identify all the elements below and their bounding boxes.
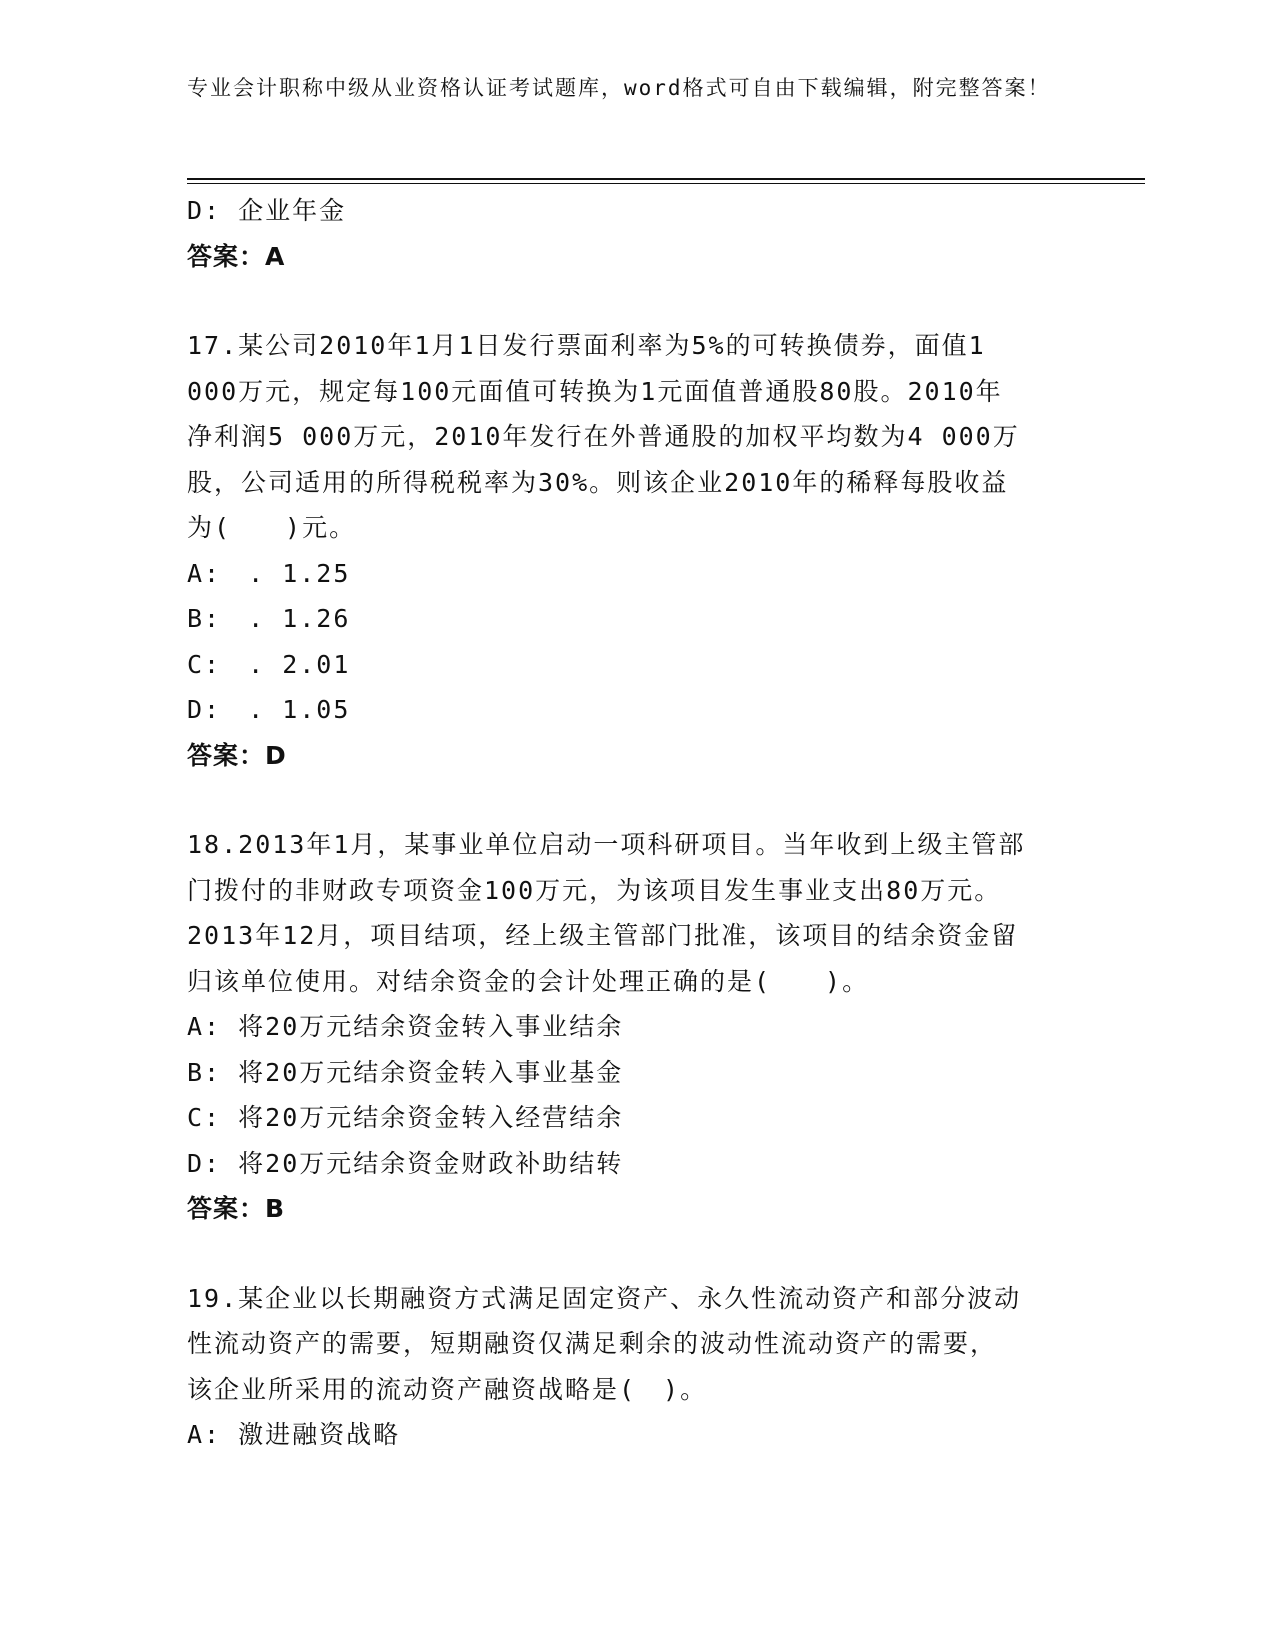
answer: 答案：D	[187, 740, 287, 770]
question-text-line: 17.某公司2010年1月1日发行票面利率为5%的可转换债券，面值1	[187, 331, 986, 360]
question-text-line: 为( )元。	[187, 513, 357, 542]
question-text-line: 该企业所采用的流动资产融资战略是( )。	[187, 1374, 708, 1404]
question-text-line: 门拨付的非财政专项资金100万元，为该项目发生事业支出80万元。	[187, 875, 1002, 905]
option-c: C: . 2.01	[187, 649, 351, 679]
document-body	[187, 188, 1087, 1458]
option-b: B: . 1.26	[187, 604, 351, 633]
question-text-line: 2013年12月，项目结项，经上级主管部门批准，该项目的结余资金留	[187, 921, 1019, 950]
option-c: C: 将20万元结余资金转入经营结余	[187, 1103, 624, 1132]
question-text-line: 性流动资产的需要，短期融资仅满足剩余的波动性流动资产的需要，	[187, 1329, 998, 1358]
question-18	[187, 822, 1087, 1232]
prev-option-d: D: 企业年金	[187, 196, 347, 225]
prev-answer: 答案：A	[187, 241, 286, 271]
question-19	[187, 1276, 1087, 1458]
option-a: A: 将20万元结余资金转入事业结余	[187, 1012, 624, 1041]
question-text-line: 000万元，规定每100元面值可转换为1元面值普通股80股。2010年	[187, 376, 1003, 406]
document-header: 专业会计职称中级从业资格认证考试题库，word格式可自由下载编辑，附完整答案！	[187, 76, 1051, 100]
option-b: B: 将20万元结余资金转入事业基金	[187, 1057, 624, 1087]
option-d: D: . 1.05	[187, 695, 351, 724]
option-d: D: 将20万元结余资金财政补助结转	[187, 1148, 624, 1178]
question-text-line: 18.2013年1月，某事业单位启动一项科研项目。当年收到上级主管部	[187, 830, 1026, 859]
question-text-line: 归该单位使用。对结余资金的会计处理正确的是( )。	[187, 966, 870, 996]
option-a: A: . 1.25	[187, 558, 351, 588]
header-divider-thick	[187, 178, 1145, 180]
question-text-line: 净利润5 000万元，2010年发行在外普通股的加权平均数为4 000万	[187, 422, 1020, 451]
answer: 答案：B	[187, 1194, 286, 1223]
question-17	[187, 323, 1087, 778]
option-a: A: 激进融资战略	[187, 1420, 401, 1449]
question-text-line: 19.某企业以长期融资方式满足固定资产、永久性流动资产和部分波动	[187, 1283, 1022, 1313]
header-divider-thin	[187, 183, 1145, 184]
question-text-line: 股，公司适用的所得税税率为30%。则该企业2010年的稀释每股收益	[187, 467, 1009, 497]
